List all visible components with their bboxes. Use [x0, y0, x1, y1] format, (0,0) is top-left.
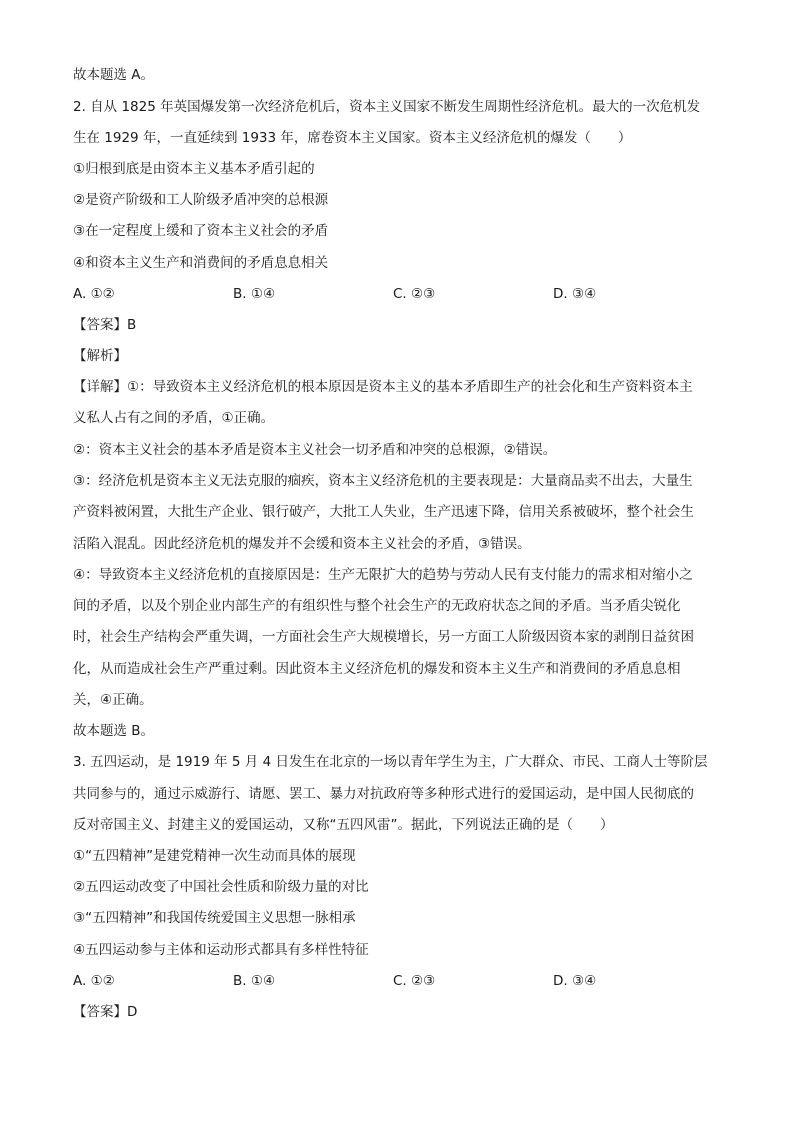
q2-option-b[interactable]: B. ①④	[233, 286, 276, 302]
q3-statement-3: ③“五四精神”和我国传统爱国主义思想一脉相承	[73, 910, 356, 926]
conclusion-q1: 故本题选 A。	[73, 67, 155, 83]
q2-answer: 【答案】B	[73, 317, 137, 333]
q2-explain-3b: 产资料被闲置，大批生产企业、银行破产，大批工人失业，生产迅速下降，信用关系被破坏，整个社会生	[73, 504, 694, 520]
q2-statement-3: ③在一定程度上缓和了资本主义社会的矛盾	[73, 223, 329, 239]
q2-statement-1: ①归根到底是由资本主义基本矛盾引起的	[73, 161, 315, 177]
q3-option-c[interactable]: C. ②③	[393, 973, 436, 989]
q2-statement-4: ④和资本主义生产和消费间的矛盾息息相关	[73, 255, 329, 271]
q2-option-c[interactable]: C. ②③	[393, 286, 436, 302]
q3-option-b[interactable]: B. ①④	[233, 973, 276, 989]
q2-explain-4b: 间的矛盾，以及个别企业内部生产的有组织性与整个社会生产的无政府状态之间的矛盾。当矛盾尖锐化	[73, 598, 681, 614]
q3-option-a[interactable]: A. ①②	[73, 973, 115, 989]
q3-statement-1: ①“五四精神”是建党精神一次生动而具体的展现	[73, 848, 356, 864]
q2-stem-line-2: 生在 1929 年，一直延续到 1933 年，席卷资本主义国家。资本主义经济危机的爆发（ ）	[73, 130, 632, 146]
q3-stem-line-3: 反对帝国主义、封建主义的爱国运动，又称“五四风雷”。据此，下列说法正确的是（ ）	[73, 817, 614, 833]
q3-statement-2: ②五四运动改变了中国社会性质和阶级力量的对比	[73, 879, 369, 895]
q2-explain-4d: 化，从而造成社会生产严重过剩。因此资本主义经济危机的爆发和资本主义生产和消费间的矛盾息息相	[73, 661, 681, 677]
q2-explain-4a: ④：导致资本主义经济危机的直接原因是：生产无限扩大的趋势与劳动人民有支付能力的需求相对缩小之	[73, 567, 693, 583]
q3-options	[73, 971, 754, 991]
conclusion-q2: 故本题选 B。	[73, 723, 155, 739]
q2-statement-2: ②是资产阶级和工人阶级矛盾冲突的总根源	[73, 192, 329, 208]
q2-explain-3c: 活陷入混乱。因此经济危机的爆发并不会缓和资本主义社会的矛盾，③错误。	[73, 536, 531, 552]
q3-statement-4: ④五四运动参与主体和运动形式都具有多样性特征	[73, 942, 369, 958]
q3-option-d[interactable]: D. ③④	[553, 973, 597, 989]
q2-explain-2: ②：资本主义社会的基本矛盾是资本主义社会一切矛盾和冲突的总根源，②错误。	[73, 442, 557, 458]
q2-option-a[interactable]: A. ①②	[73, 286, 115, 302]
q2-analysis-heading: 【解析】	[73, 348, 127, 364]
q2-option-d[interactable]: D. ③④	[553, 286, 597, 302]
q2-stem-line-1: 2. 自从 1825 年英国爆发第一次经济危机后，资本主义国家不断发生周期性经济危机。最大的一次危机发	[73, 99, 701, 115]
q2-explain-1b: 义私人占有之间的矛盾，①正确。	[73, 410, 275, 426]
q2-explain-4e: 关，④正确。	[73, 692, 153, 708]
q2-explain-4c: 时，社会生产结构会严重失调，一方面社会生产大规模增长，另一方面工人阶级因资本家的剥削日益贫困	[73, 629, 694, 645]
q2-options	[73, 284, 754, 304]
q2-explain-3a: ③：经济危机是资本主义无法克服的痼疾，资本主义经济危机的主要表现是：大量商品卖不出去，大量生	[73, 473, 693, 489]
q3-answer: 【答案】D	[73, 1004, 138, 1020]
q2-explain-1a: 【详解】①：导致资本主义经济危机的根本原因是资本主义的基本矛盾即生产的社会化和生产资料资本主	[73, 379, 693, 395]
q3-stem-line-2: 共同参与的，通过示威游行、请愿、罢工、暴力对抗政府等多种形式进行的爱国运动，是中国人民彻底的	[73, 786, 694, 802]
q3-stem-line-1: 3. 五四运动，是 1919 年 5 月 4 日发生在北京的一场以青年学生为主，广大群众、市民、工商人士等阶层	[73, 754, 708, 770]
